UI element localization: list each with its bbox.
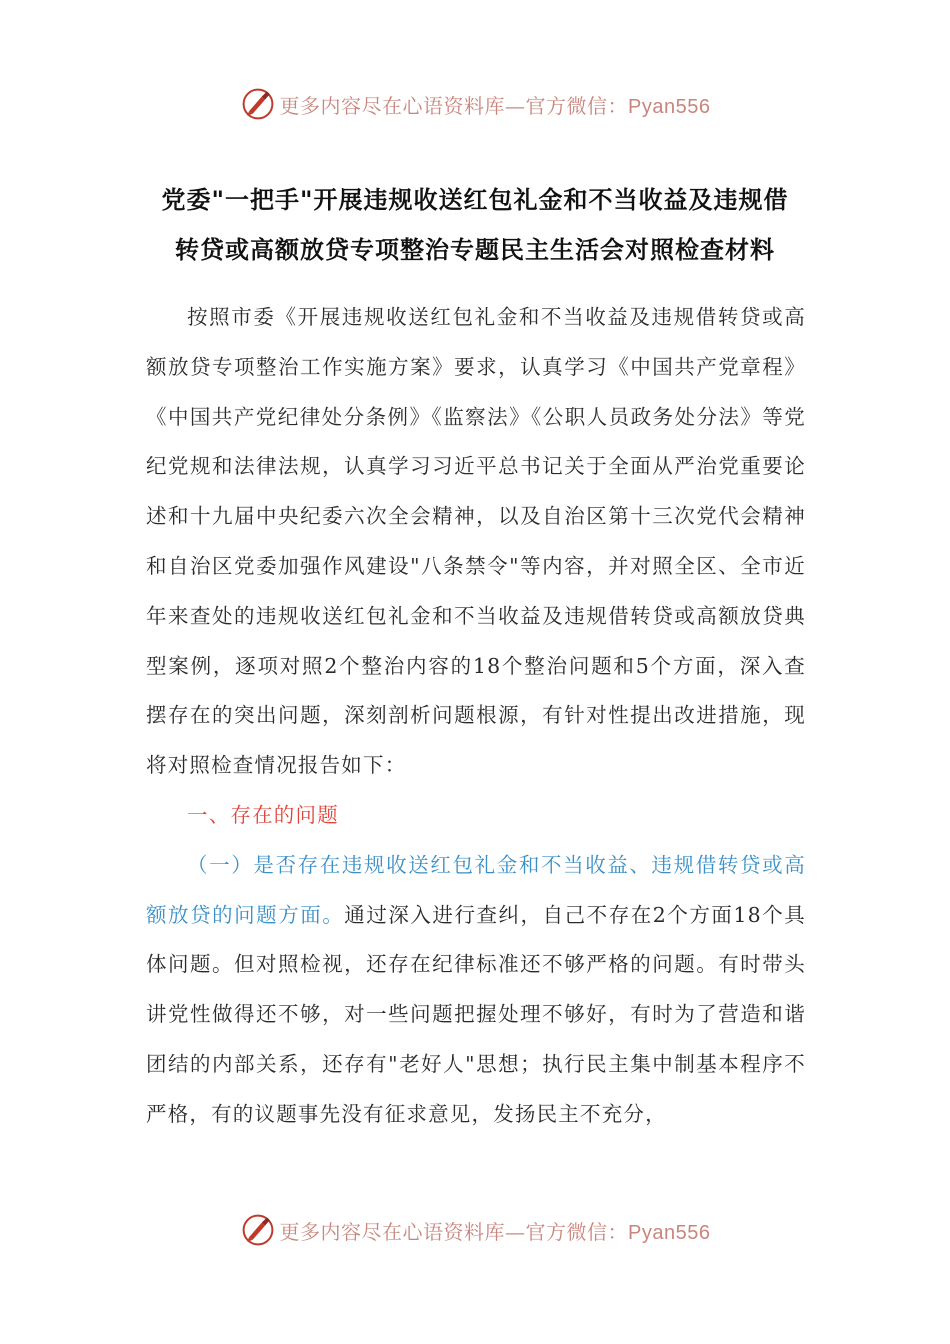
section-heading-problems: 一、存在的问题 (187, 802, 339, 827)
subsection-text: 通过深入进行查纠，自己不存在2个方面18个具体问题。但对照检视，还存在纪律标准还不够严格的问题。有时带头讲党性做得还不够，对一些问题把握处理不够好，有时为了营造和谐团结的内部关系，还存有"老好人"思想；执行民主集中制基本程序不严格，有的议题事先没有征求意见，发扬民主不充分， (146, 902, 806, 1126)
intro-paragraph: 按照市委《开展违规收送红包礼金和不当收益及违规借转贷或高额放贷专项整治工作实施方案》要求，认真学习《中国共产党章程》《中国共产党纪律处分条例》《监察法》《公职人员政务处分法》等党纪党规和法律法规，认真学习习近平总书记关于全面从严治党重要论述和十九届中央纪委六次全会精神，以及自治区第十三次党代会精神和自治区党委加强作风建设"八条禁令"等内容，并对照全区、全市近年来查处的违规收送红包礼金和不当收益及违规借转贷或高额放贷典型案例，逐项对照2个整治内容的18个整治问题和5个方面，深入查摆存在的突出问题，深刻剖析问题根源，有针对性提出改进措施，现将对照检查情况报告如下： (146, 305, 806, 778)
banner-text: 更多内容尽在心语资料库—官方微信：Pyan556 (279, 1219, 711, 1244)
header-banner (0, 84, 950, 124)
pen-logo-icon (240, 1212, 276, 1248)
document-title-line-2: 转贷或高额放贷专项整治专题民主生活会对照检查材料 (175, 236, 775, 264)
pen-logo-icon (240, 86, 276, 122)
document-title-line-1: 党委"一把手"开展违规收送红包礼金和不当收益及违规借 (161, 186, 789, 214)
document-body (146, 293, 806, 1140)
footer-banner (0, 1210, 950, 1250)
subsection-paragraph (146, 841, 806, 1140)
wechat-id: Pyan556 (628, 1221, 711, 1244)
banner-text: 更多内容尽在心语资料库—官方微信：Pyan556 (279, 93, 711, 118)
wechat-id: Pyan556 (628, 95, 711, 118)
subsection-heading: （一）是否存在违规收送红包礼金和不当收益、违规借转贷或高额放贷的问题方面。 (146, 852, 806, 927)
